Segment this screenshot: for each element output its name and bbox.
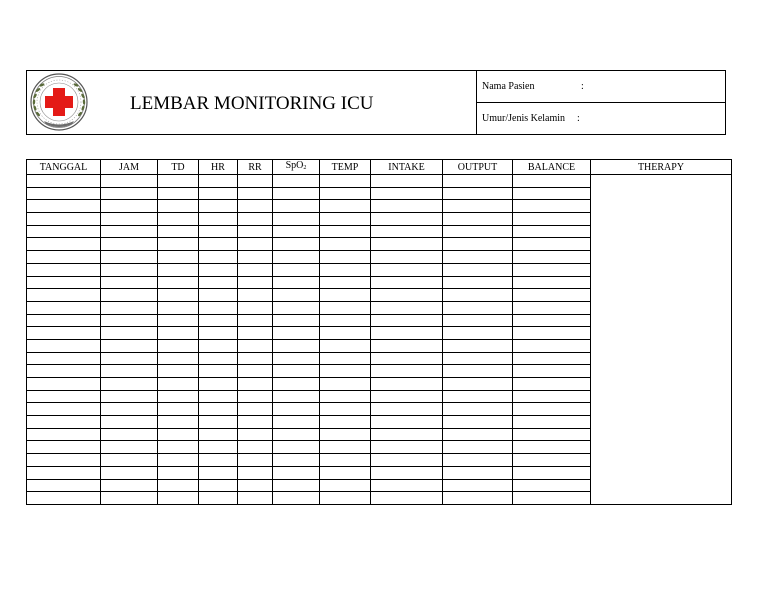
cell-tanggal[interactable]	[27, 365, 101, 378]
cell-hr[interactable]	[199, 416, 238, 429]
cell-rr[interactable]	[238, 352, 273, 365]
cell-tanggal[interactable]	[27, 339, 101, 352]
patient-age-sex-colon: :	[577, 113, 580, 124]
cell-tanggal[interactable]	[27, 492, 101, 505]
cell-temp[interactable]	[320, 466, 371, 479]
cell-hr[interactable]	[199, 251, 238, 264]
cell-intake[interactable]	[371, 365, 443, 378]
cell-intake[interactable]	[371, 403, 443, 416]
patient-name-row	[477, 71, 725, 102]
cell-spo2[interactable]	[273, 390, 320, 403]
cell-spo2[interactable]	[273, 352, 320, 365]
cell-rr[interactable]	[238, 403, 273, 416]
cell-td[interactable]	[158, 454, 199, 467]
patient-age-sex-row	[477, 102, 725, 134]
cell-output[interactable]	[443, 365, 513, 378]
cell-output[interactable]	[443, 454, 513, 467]
cell-td[interactable]	[158, 428, 199, 441]
cell-temp[interactable]	[320, 314, 371, 327]
cell-td[interactable]	[158, 492, 199, 505]
spo2-subscript: 2	[303, 165, 307, 171]
monitoring-table	[26, 159, 732, 505]
cell-intake[interactable]	[371, 428, 443, 441]
cell-intake[interactable]	[371, 289, 443, 302]
cell-rr[interactable]	[238, 466, 273, 479]
cell-temp[interactable]	[320, 492, 371, 505]
cell-temp[interactable]	[320, 187, 371, 200]
cell-rr[interactable]	[238, 289, 273, 302]
cell-intake[interactable]	[371, 301, 443, 314]
cell-output[interactable]	[443, 352, 513, 365]
cell-balance[interactable]	[513, 276, 591, 289]
cell-spo2[interactable]	[273, 428, 320, 441]
cell-spo2[interactable]	[273, 441, 320, 454]
cell-spo2[interactable]	[273, 301, 320, 314]
cell-hr[interactable]	[199, 479, 238, 492]
cell-spo2[interactable]	[273, 289, 320, 302]
cell-td[interactable]	[158, 479, 199, 492]
cell-td[interactable]	[158, 339, 199, 352]
cell-temp[interactable]	[320, 441, 371, 454]
cell-intake[interactable]	[371, 314, 443, 327]
cell-td[interactable]	[158, 352, 199, 365]
spo2-label: SpO	[285, 160, 304, 171]
cell-tanggal[interactable]	[27, 416, 101, 429]
cell-spo2[interactable]	[273, 251, 320, 264]
cell-tanggal[interactable]	[27, 352, 101, 365]
cell-jam[interactable]	[101, 416, 158, 429]
cell-rr[interactable]	[238, 327, 273, 340]
cell-hr[interactable]	[199, 301, 238, 314]
cell-jam[interactable]	[101, 365, 158, 378]
cell-balance[interactable]	[513, 441, 591, 454]
cell-spo2[interactable]	[273, 213, 320, 226]
cell-jam[interactable]	[101, 339, 158, 352]
cell-temp[interactable]	[320, 225, 371, 238]
table-header-row	[27, 160, 732, 175]
cell-rr[interactable]	[238, 492, 273, 505]
cell-jam[interactable]	[101, 403, 158, 416]
table-body	[27, 175, 732, 505]
cell-output[interactable]	[443, 175, 513, 188]
cell-tanggal[interactable]	[27, 454, 101, 467]
cell-tanggal[interactable]	[27, 276, 101, 289]
cell-rr[interactable]	[238, 175, 273, 188]
cell-tanggal[interactable]	[27, 479, 101, 492]
cell-hr[interactable]	[199, 441, 238, 454]
cell-jam[interactable]	[101, 314, 158, 327]
cell-td[interactable]	[158, 263, 199, 276]
cell-temp[interactable]	[320, 251, 371, 264]
cell-td[interactable]	[158, 251, 199, 264]
cell-temp[interactable]	[320, 428, 371, 441]
cell-hr[interactable]	[199, 390, 238, 403]
cell-jam[interactable]	[101, 225, 158, 238]
cell-balance[interactable]	[513, 466, 591, 479]
cell-spo2[interactable]	[273, 327, 320, 340]
cell-tanggal[interactable]	[27, 213, 101, 226]
cell-hr[interactable]	[199, 352, 238, 365]
cell-intake[interactable]	[371, 187, 443, 200]
cell-intake[interactable]	[371, 327, 443, 340]
cell-hr[interactable]	[199, 213, 238, 226]
column-header-output: OUTPUT	[443, 160, 513, 175]
cell-intake[interactable]	[371, 441, 443, 454]
cell-output[interactable]	[443, 238, 513, 251]
cell-tanggal[interactable]	[27, 200, 101, 213]
cell-tanggal[interactable]	[27, 251, 101, 264]
cell-td[interactable]	[158, 327, 199, 340]
cell-output[interactable]	[443, 276, 513, 289]
cell-balance[interactable]	[513, 352, 591, 365]
cell-balance[interactable]	[513, 492, 591, 505]
cell-intake[interactable]	[371, 238, 443, 251]
cell-hr[interactable]	[199, 187, 238, 200]
cell-intake[interactable]	[371, 339, 443, 352]
cell-balance[interactable]	[513, 416, 591, 429]
cell-jam[interactable]	[101, 378, 158, 391]
cell-tanggal[interactable]	[27, 225, 101, 238]
cell-output[interactable]	[443, 327, 513, 340]
cell-rr[interactable]	[238, 416, 273, 429]
cell-balance[interactable]	[513, 327, 591, 340]
cell-jam[interactable]	[101, 187, 158, 200]
cell-balance[interactable]	[513, 251, 591, 264]
cell-balance[interactable]	[513, 314, 591, 327]
patient-age-sex-label: Umur/Jenis Kelamin	[482, 113, 566, 124]
cell-temp[interactable]	[320, 327, 371, 340]
patient-info-panel	[477, 71, 725, 134]
cell-tanggal[interactable]	[27, 314, 101, 327]
title-block	[27, 71, 477, 134]
cell-spo2[interactable]	[273, 416, 320, 429]
cell-intake[interactable]	[371, 466, 443, 479]
cell-jam[interactable]	[101, 352, 158, 365]
cell-tanggal[interactable]	[27, 378, 101, 391]
cell-tanggal[interactable]	[27, 466, 101, 479]
cell-td[interactable]	[158, 225, 199, 238]
cell-intake[interactable]	[371, 390, 443, 403]
cell-temp[interactable]	[320, 365, 371, 378]
cell-jam[interactable]	[101, 251, 158, 264]
cell-balance[interactable]	[513, 378, 591, 391]
cell-output[interactable]	[443, 390, 513, 403]
cell-hr[interactable]	[199, 428, 238, 441]
cell-jam[interactable]	[101, 200, 158, 213]
cell-rr[interactable]	[238, 225, 273, 238]
cell-output[interactable]	[443, 263, 513, 276]
cell-balance[interactable]	[513, 225, 591, 238]
cell-balance[interactable]	[513, 289, 591, 302]
cell-jam[interactable]	[101, 390, 158, 403]
cell-spo2[interactable]	[273, 378, 320, 391]
column-header-hr: HR	[199, 160, 238, 175]
column-header-jam: JAM	[101, 160, 158, 175]
cell-rr[interactable]	[238, 238, 273, 251]
cell-spo2[interactable]	[273, 466, 320, 479]
cell-tanggal[interactable]	[27, 187, 101, 200]
cell-jam[interactable]	[101, 238, 158, 251]
cell-intake[interactable]	[371, 263, 443, 276]
cell-td[interactable]	[158, 466, 199, 479]
cell-jam[interactable]	[101, 479, 158, 492]
cell-output[interactable]	[443, 251, 513, 264]
cell-spo2[interactable]	[273, 454, 320, 467]
cell-td[interactable]	[158, 276, 199, 289]
cell-temp[interactable]	[320, 378, 371, 391]
cell-output[interactable]	[443, 428, 513, 441]
cell-intake[interactable]	[371, 454, 443, 467]
cell-output[interactable]	[443, 314, 513, 327]
cell-balance[interactable]	[513, 390, 591, 403]
cell-spo2[interactable]	[273, 403, 320, 416]
cell-spo2[interactable]	[273, 238, 320, 251]
cell-balance[interactable]	[513, 175, 591, 188]
cell-balance[interactable]	[513, 339, 591, 352]
cell-hr[interactable]	[199, 200, 238, 213]
cell-spo2[interactable]	[273, 276, 320, 289]
cell-output[interactable]	[443, 441, 513, 454]
cell-jam[interactable]	[101, 301, 158, 314]
cell-intake[interactable]	[371, 200, 443, 213]
cell-tanggal[interactable]	[27, 238, 101, 251]
cell-spo2[interactable]	[273, 263, 320, 276]
cell-output[interactable]	[443, 213, 513, 226]
cell-intake[interactable]	[371, 479, 443, 492]
cell-rr[interactable]	[238, 251, 273, 264]
cell-hr[interactable]	[199, 238, 238, 251]
cell-hr[interactable]	[199, 365, 238, 378]
cell-jam[interactable]	[101, 213, 158, 226]
cell-temp[interactable]	[320, 352, 371, 365]
cell-jam[interactable]	[101, 441, 158, 454]
cell-intake[interactable]	[371, 251, 443, 264]
cell-tanggal[interactable]	[27, 428, 101, 441]
cell-intake[interactable]	[371, 225, 443, 238]
cell-output[interactable]	[443, 479, 513, 492]
cell-balance[interactable]	[513, 213, 591, 226]
cell-temp[interactable]	[320, 479, 371, 492]
cell-output[interactable]	[443, 492, 513, 505]
cell-rr[interactable]	[238, 276, 273, 289]
cell-output[interactable]	[443, 187, 513, 200]
cell-output[interactable]	[443, 301, 513, 314]
cell-output[interactable]	[443, 225, 513, 238]
column-header-rr: RR	[238, 160, 273, 175]
cell-td[interactable]	[158, 365, 199, 378]
cell-balance[interactable]	[513, 479, 591, 492]
column-header-balance: BALANCE	[513, 160, 591, 175]
cell-balance[interactable]	[513, 263, 591, 276]
cell-intake[interactable]	[371, 416, 443, 429]
cell-spo2[interactable]	[273, 225, 320, 238]
cell-spo2[interactable]	[273, 314, 320, 327]
cell-output[interactable]	[443, 378, 513, 391]
cell-spo2[interactable]	[273, 175, 320, 188]
cell-hr[interactable]	[199, 327, 238, 340]
cell-hr[interactable]	[199, 175, 238, 188]
cell-tanggal[interactable]	[27, 175, 101, 188]
cell-rr[interactable]	[238, 428, 273, 441]
cell-balance[interactable]	[513, 187, 591, 200]
cell-intake[interactable]	[371, 378, 443, 391]
cell-rr[interactable]	[238, 339, 273, 352]
column-header-intake: INTAKE	[371, 160, 443, 175]
cell-rr[interactable]	[238, 263, 273, 276]
cell-spo2[interactable]	[273, 187, 320, 200]
cell-jam[interactable]	[101, 428, 158, 441]
cell-spo2[interactable]	[273, 339, 320, 352]
page-title: LEMBAR MONITORING ICU	[130, 93, 374, 114]
cell-balance[interactable]	[513, 238, 591, 251]
column-header-td: TD	[158, 160, 199, 175]
cell-td[interactable]	[158, 238, 199, 251]
cell-intake[interactable]	[371, 352, 443, 365]
cell-jam[interactable]	[101, 289, 158, 302]
cell-spo2[interactable]	[273, 365, 320, 378]
cell-tanggal[interactable]	[27, 301, 101, 314]
patient-name-label: Nama Pasien	[482, 81, 535, 92]
cell-intake[interactable]	[371, 213, 443, 226]
cell-spo2[interactable]	[273, 479, 320, 492]
cell-td[interactable]	[158, 403, 199, 416]
cell-td[interactable]	[158, 200, 199, 213]
cell-temp[interactable]	[320, 454, 371, 467]
cell-td[interactable]	[158, 390, 199, 403]
cell-hr[interactable]	[199, 466, 238, 479]
cell-intake[interactable]	[371, 492, 443, 505]
cell-spo2[interactable]	[273, 492, 320, 505]
cell-temp[interactable]	[320, 301, 371, 314]
cell-temp[interactable]	[320, 390, 371, 403]
cell-td[interactable]	[158, 187, 199, 200]
cell-output[interactable]	[443, 466, 513, 479]
cell-rr[interactable]	[238, 187, 273, 200]
cell-jam[interactable]	[101, 276, 158, 289]
cell-tanggal[interactable]	[27, 289, 101, 302]
cell-tanggal[interactable]	[27, 390, 101, 403]
cell-temp[interactable]	[320, 263, 371, 276]
patient-name-colon: :	[581, 81, 584, 92]
cell-tanggal[interactable]	[27, 327, 101, 340]
cell-jam[interactable]	[101, 327, 158, 340]
cell-temp[interactable]	[320, 276, 371, 289]
cell-hr[interactable]	[199, 314, 238, 327]
cell-balance[interactable]	[513, 301, 591, 314]
cell-temp[interactable]	[320, 238, 371, 251]
cell-tanggal[interactable]	[27, 263, 101, 276]
cell-jam[interactable]	[101, 175, 158, 188]
cell-rr[interactable]	[238, 378, 273, 391]
cell-temp[interactable]	[320, 289, 371, 302]
cell-td[interactable]	[158, 213, 199, 226]
cell-rr[interactable]	[238, 314, 273, 327]
cell-output[interactable]	[443, 339, 513, 352]
cell-temp[interactable]	[320, 403, 371, 416]
cell-jam[interactable]	[101, 492, 158, 505]
cell-output[interactable]	[443, 416, 513, 429]
cell-rr[interactable]	[238, 200, 273, 213]
cell-tanggal[interactable]	[27, 441, 101, 454]
cell-balance[interactable]	[513, 365, 591, 378]
cell-hr[interactable]	[199, 339, 238, 352]
column-header-spo2	[273, 160, 320, 175]
table-row	[27, 175, 732, 188]
column-header-temp: TEMP	[320, 160, 371, 175]
cell-temp[interactable]	[320, 200, 371, 213]
red-cross-emblem-icon	[28, 72, 90, 132]
cell-balance[interactable]	[513, 454, 591, 467]
cell-rr[interactable]	[238, 454, 273, 467]
cell-hr[interactable]	[199, 225, 238, 238]
cell-td[interactable]	[158, 416, 199, 429]
cell-td[interactable]	[158, 175, 199, 188]
column-header-therapy: THERAPY	[591, 160, 732, 175]
cell-hr[interactable]	[199, 492, 238, 505]
cell-td[interactable]	[158, 301, 199, 314]
cell-intake[interactable]	[371, 175, 443, 188]
cell-output[interactable]	[443, 200, 513, 213]
cell-rr[interactable]	[238, 213, 273, 226]
cell-hr[interactable]	[199, 276, 238, 289]
cell-td[interactable]	[158, 378, 199, 391]
cell-hr[interactable]	[199, 454, 238, 467]
cell-hr[interactable]	[199, 289, 238, 302]
cell-temp[interactable]	[320, 339, 371, 352]
cell-tanggal[interactable]	[27, 403, 101, 416]
cell-temp[interactable]	[320, 416, 371, 429]
cell-rr[interactable]	[238, 301, 273, 314]
cell-hr[interactable]	[199, 263, 238, 276]
cell-balance[interactable]	[513, 403, 591, 416]
cell-rr[interactable]	[238, 479, 273, 492]
cell-rr[interactable]	[238, 390, 273, 403]
cell-hr[interactable]	[199, 403, 238, 416]
column-header-tanggal: TANGGAL	[27, 160, 101, 175]
cell-spo2[interactable]	[273, 200, 320, 213]
cell-intake[interactable]	[371, 276, 443, 289]
cell-output[interactable]	[443, 403, 513, 416]
cell-hr[interactable]	[199, 378, 238, 391]
cell-jam[interactable]	[101, 466, 158, 479]
cell-balance[interactable]	[513, 428, 591, 441]
document-header	[26, 70, 726, 135]
cell-balance[interactable]	[513, 200, 591, 213]
cell-td[interactable]	[158, 289, 199, 302]
cell-td[interactable]	[158, 441, 199, 454]
cell-temp[interactable]	[320, 213, 371, 226]
cell-output[interactable]	[443, 289, 513, 302]
cell-rr[interactable]	[238, 365, 273, 378]
cell-jam[interactable]	[101, 454, 158, 467]
cell-rr[interactable]	[238, 441, 273, 454]
cell-td[interactable]	[158, 314, 199, 327]
cell-temp[interactable]	[320, 175, 371, 188]
cell-jam[interactable]	[101, 263, 158, 276]
therapy-cell[interactable]	[591, 175, 732, 505]
